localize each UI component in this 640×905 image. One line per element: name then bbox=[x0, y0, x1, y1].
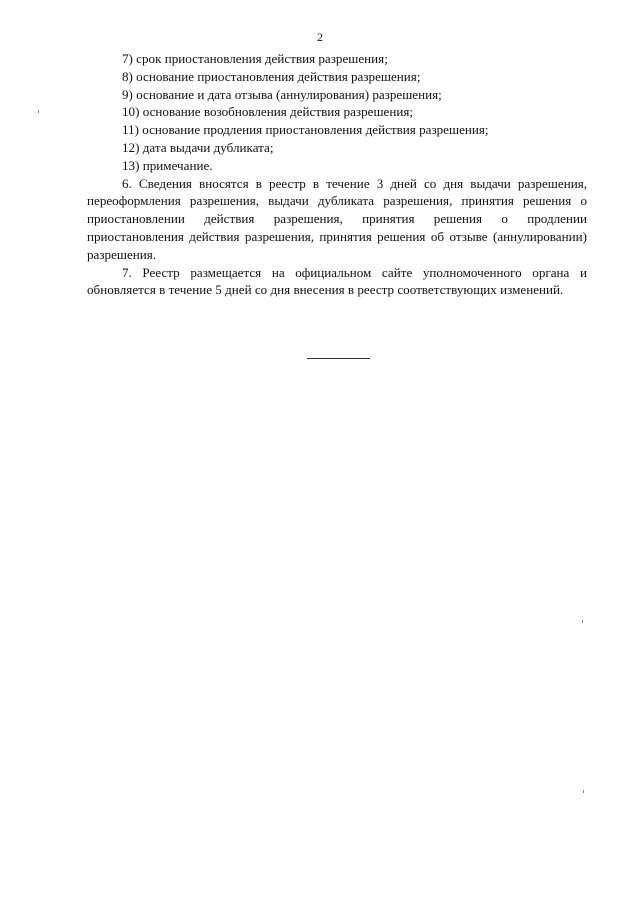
list-item: 10) основание возобновления действия разрешения; bbox=[122, 104, 414, 120]
document-body bbox=[87, 50, 587, 299]
list-item: 11) основание продления приостановления действия разрешения; bbox=[122, 122, 489, 138]
paragraph-7: 7. Реестр размещается на официальном сайте уполномоченного органа и обновляется в течение 5 дней со дня внесения в реестр соответствующих изменений. bbox=[87, 264, 587, 298]
list-item: 9) основание и дата отзыва (аннулирования) разрешения; bbox=[122, 86, 442, 102]
list-item: 7) срок приостановления действия разрешения; bbox=[122, 51, 388, 66]
page-number: 2 bbox=[317, 30, 323, 44]
scan-speck bbox=[583, 790, 584, 793]
scan-speck bbox=[582, 620, 583, 623]
list-item: 8) основание приостановления действия разрешения; bbox=[122, 68, 421, 84]
list-item: 12) дата выдачи дубликата; bbox=[122, 139, 274, 155]
scan-speck bbox=[38, 110, 39, 113]
paragraph-6: 6. Сведения вносятся в реестр в течение 3 дней со дня выдачи разрешения, переоформления разрешения, выдачи дубликата разрешения, принятия решения о приостановлении действия разрешения, принятия решения о продлении приостановления действия разрешения, принятия решения об отзыве (аннулировании) разрешения. bbox=[87, 175, 587, 262]
list-item: 13) примечание. bbox=[122, 157, 213, 173]
end-separator-line bbox=[307, 358, 370, 359]
